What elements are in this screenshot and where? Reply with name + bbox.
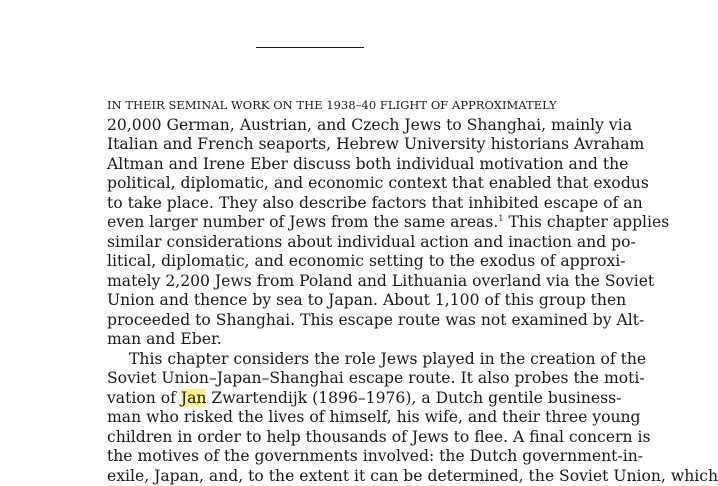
text-line: similar considerations about individual action and inaction and po- xyxy=(107,233,544,253)
text-fragment: vation of xyxy=(107,389,181,407)
text-line: political, diplomatic, and economic context that enabled that exodus xyxy=(107,174,544,194)
text-line: 20,000 German, Austrian, and Czech Jews to Shanghai, mainly via xyxy=(107,116,544,136)
text-line: Soviet Union–Japan–Shanghai escape route. It also probes the moti- xyxy=(107,369,544,389)
text-line: proceeded to Shanghai. This escape route was not examined by Alt- xyxy=(107,311,544,331)
text-line: exile, Japan, and, to the extent it can be determined, the Soviet Union, which xyxy=(107,467,544,486)
text-fragment: This chapter applies xyxy=(503,213,669,231)
text-line: Altman and Irene Eber discuss both individual motivation and the xyxy=(107,155,544,175)
text-line: children in order to help thousands of Jews to flee. A final concern is xyxy=(107,428,544,448)
text-line: Union and thence by sea to Japan. About 1,100 of this group then xyxy=(107,291,544,311)
text-fragment: even larger number of Jews from the same areas. xyxy=(107,213,498,231)
text-line: litical, diplomatic, and economic setting to the exodus of approxi- xyxy=(107,252,544,272)
chapter-body xyxy=(107,96,544,486)
text-line: to take place. They also describe factors that inhibited escape of an xyxy=(107,194,544,214)
text-line: man who risked the lives of himself, his wife, and their three young xyxy=(107,408,544,428)
header-rule xyxy=(256,47,364,48)
text-line-footnote xyxy=(107,213,544,233)
footnote-ref[interactable]: 1 xyxy=(498,214,503,223)
text-fragment: Zwartendijk (1896–1976), a Dutch gentile business- xyxy=(206,389,621,407)
text-line: Italian and French seaports, Hebrew University historians Avraham xyxy=(107,135,544,155)
highlighted-word[interactable]: Jan xyxy=(181,389,207,407)
text-line: mately 2,200 Jews from Poland and Lithuania overland via the Soviet xyxy=(107,272,544,292)
opening-small-caps: IN THEIR SEMINAL WORK ON THE 1938–40 FLIGHT OF APPROXIMATELY xyxy=(107,96,544,116)
text-line: man and Eber. xyxy=(107,330,544,350)
text-line-highlight xyxy=(107,389,544,409)
text-line: This chapter considers the role Jews played in the creation of the xyxy=(107,350,544,370)
text-line: the motives of the governments involved: the Dutch government-in- xyxy=(107,447,544,467)
